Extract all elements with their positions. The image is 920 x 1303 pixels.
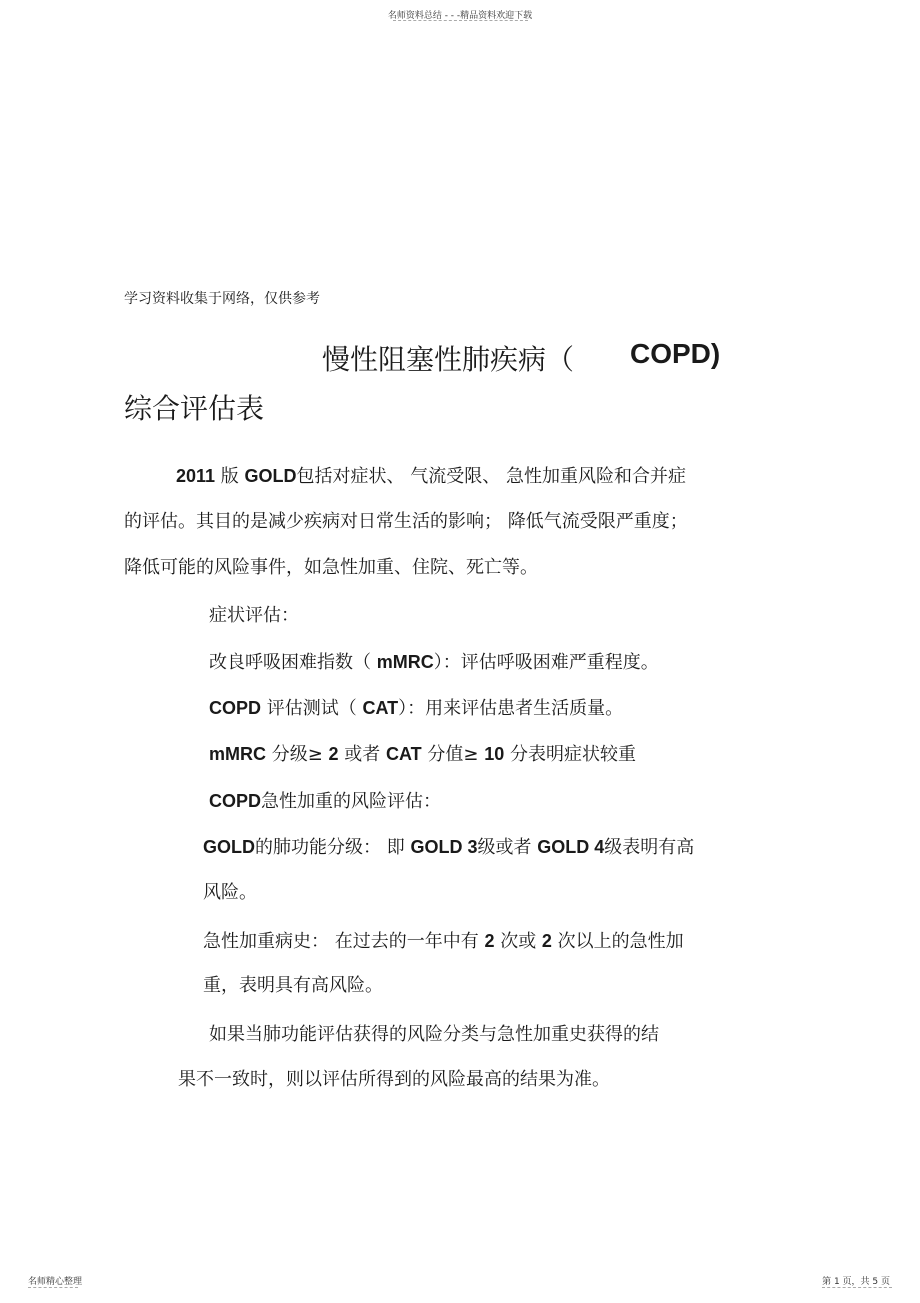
risk-heading <box>209 787 441 813</box>
intro-line-3: 降低可能的风险事件，如急性加重、住院、死亡等。 <box>124 557 538 578</box>
value: 10 <box>484 744 505 764</box>
text: 次以上的急性加 <box>551 931 684 952</box>
footer-right-divider <box>822 1287 892 1288</box>
history-line <box>203 927 684 953</box>
gold-3: GOLD 3 <box>410 837 478 857</box>
gold-4: GOLD 4 <box>537 837 605 857</box>
gold-term: GOLD <box>203 837 255 857</box>
cat-term: CAT <box>386 744 422 764</box>
conclusion-line-2: 果不一致时，则以评估所得到的风险最高的结果为准。 <box>178 1069 610 1090</box>
text: 次或 <box>494 931 542 952</box>
gold-line <box>203 833 694 859</box>
text: 分值≥ <box>421 744 485 765</box>
source-note: 学习资料收集于网络，仅供参考 <box>124 291 320 307</box>
symptom-heading: 症状评估： <box>209 605 299 626</box>
document-title-line1 <box>322 338 721 378</box>
gold-line-2: 风险。 <box>203 882 257 903</box>
text: 或者 <box>338 744 386 765</box>
mmrc-line <box>209 648 659 674</box>
intro-line-1 <box>176 462 686 488</box>
cat-term: CAT <box>362 698 399 718</box>
document-title-line2: 综合评估表 <box>124 392 265 425</box>
header-divider <box>393 20 528 21</box>
page-header: 名师资料总结 - - -精品资料欢迎下载 <box>387 11 533 21</box>
gold-term: GOLD <box>244 466 297 486</box>
year: 2011 <box>176 466 216 486</box>
footer-left: 名师精心整理 <box>28 1277 83 1287</box>
text: 级表明有高 <box>604 837 695 858</box>
title-text: 慢性阻塞性肺疾病（ <box>322 343 575 376</box>
cat-line <box>209 694 623 720</box>
intro-line-2: 的评估。其目的是减少疾病对日常生活的影响； 降低气流受限严重度； <box>124 511 688 532</box>
mmrc-term: mMRC <box>209 744 266 764</box>
text: 分表明症状较重 <box>504 744 636 765</box>
text: 分级≥ <box>266 744 329 765</box>
value: 2 <box>541 931 552 951</box>
footer-left-divider <box>28 1287 78 1288</box>
value: 2 <box>484 931 495 951</box>
copd-term: COPD <box>209 698 262 718</box>
text: 版 <box>215 466 245 487</box>
text: ）：评估呼吸困难严重程度。 <box>433 652 659 673</box>
text: 的肺功能分级： 即 <box>255 837 411 858</box>
threshold-line <box>209 740 636 766</box>
text: 包括对症状、 气流受限、 急性加重风险和合并症 <box>296 466 686 487</box>
text: 急性加重的风险评估： <box>261 791 442 812</box>
mmrc-term: mMRC <box>376 652 434 672</box>
copd-term: COPD <box>209 791 262 811</box>
text: 级或者 <box>477 837 538 858</box>
page-number: 第 1 页，共 5 页 <box>822 1277 890 1287</box>
conclusion-line-1: 如果当肺功能评估获得的风险分类与急性加重史获得的结 <box>209 1024 659 1045</box>
text: ）：用来评估患者生活质量。 <box>398 698 624 719</box>
text: 评估测试（ <box>261 698 363 719</box>
title-acronym: COPD) <box>630 338 721 369</box>
history-line-2: 重，表明具有高风险。 <box>203 975 383 996</box>
text: 急性加重病史： 在过去的一年中有 <box>203 931 485 952</box>
value: 2 <box>328 744 339 764</box>
text: 改良呼吸困难指数（ <box>209 652 377 673</box>
